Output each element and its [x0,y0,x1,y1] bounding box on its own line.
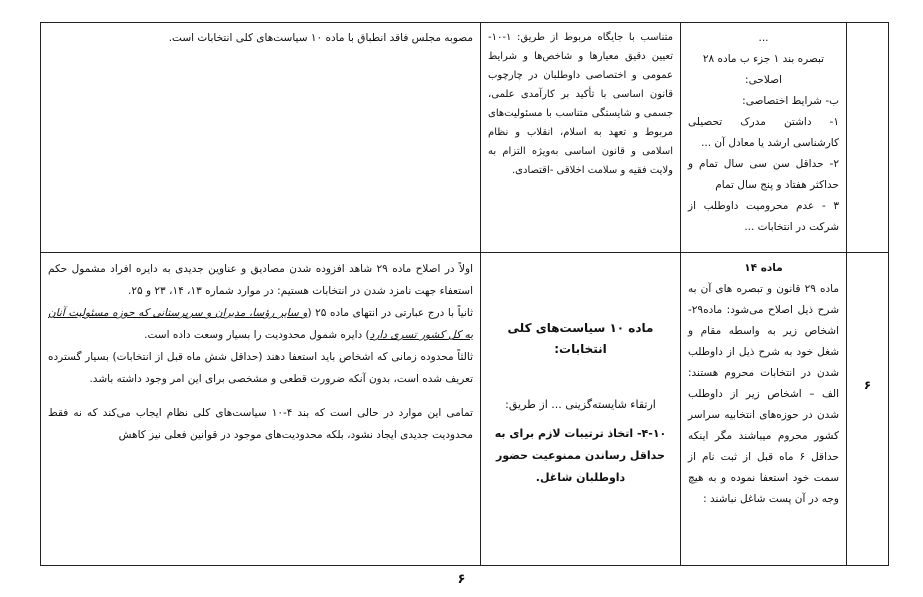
law-text-block [681,253,846,515]
law-line: ۱- داشتن مدرک تحصیلی کارشناسی ارشد یا معادل آن ... [688,116,839,149]
note-text: ) دایره شمول محدودیت را بسیار وسعت داده است. [144,329,370,341]
note-paragraph: تمامی این موارد در حالی است که بند ۴-۱۰ سیاست‌های کلی نظام ایجاب می‌کند که نه فقط محدودیت جدیدی ایجاد نشود، بلکه محدودیت‌های موجود در قوانین فعلی نیز کاهش [48,407,473,441]
law-text-cell [681,23,847,253]
row-number-cell [847,23,889,253]
law-line: ... [758,32,769,44]
policy-text: متناسب با جایگاه مربوط از طریق: ۱-۱۰- تعیین دقیق معیارها و شاخص‌ها و شرایط عمومی و اختصاصی داوطلبان در چارچوب قانون اساسی با تأکید بر کارآمدی علمی، جسمی و شایستگی متناسب با مسئولیت‌های مربوط و تعهد به اسلام، انقلاب و نظام اسلامی و قانون اساسی به‌ویژه التزام به ولایت فقیه و سلامت اخلاقی -اقتصادی. [488,32,673,176]
note-cell [41,253,481,566]
law-line: تبصره بند ۱ جزء ب ماده ۲۸ [702,53,825,65]
note-text: مصوبه مجلس فاقد انطباق با ماده ۱۰ سیاست‌های کلی انتخابات است. [168,32,473,44]
table-row [41,23,889,253]
note-block [41,253,480,451]
quoted-phrase: و سایر رؤسا، مدیران و سرپرستانی که حوزه مسئولیت آنان به کل کشور تسری دارد [48,307,473,341]
policy-text-cell [481,253,681,566]
law-text [681,23,846,243]
law-text-cell [681,253,847,566]
law-line: ۲- حداقل سن سی سال تمام و حداکثر هفتاد و پنج سال تمام [688,158,839,191]
policy-body: ۴-۱۰- اتخاذ ترتیبات لازم برای به حداقل رساندن ممنوعیت حضور داوطلبان شاغل. [494,427,667,484]
row-number: ۶ [863,378,872,392]
law-line: ب- شرایط اختصاصی: [742,95,839,107]
note-cell [41,23,481,253]
law-line: اصلاحی: [745,74,782,86]
comparison-table [40,22,889,566]
note-paragraph: اولاً در اصلاح ماده ۲۹ شاهد افزوده شدن مصادیق و عناوین جدیدی به دایره افراد مشمول حکم استعفاء جهت نامزد شدن در انتخابات هستیم: در موارد شماره ۱۳، ۱۴، ۲۳ و ۲۵. [48,263,473,297]
note-text: ثانیاً با درج عبارتی در انتهای ماده ۲۵ ( [307,307,473,319]
article-title: ماده ۱۴ [744,262,783,274]
law-body: ماده ۲۹ قانون و تبصره های آن به شرح ذیل اصلاح می‌شود: ماده۲۹- اشخاص زیر به واسطه مقام و شغل خود به شرح ذیل از داوطلب شدن در انتخابات محروم هستند: الف – اشخاص زیر از داوطلب شدن در حوزه‌های انتخابیه سراسر کشور محروم میباشند مگر اینکه حداقل ۶ ماه قبل از ثبت نام از سمت خود استعفا نموده و به هیچ وجه در آن پست شاغل نباشند : [688,283,839,505]
table-row [41,253,889,566]
note-paragraph-2 [48,302,473,346]
page-number: ۶ [457,572,466,587]
note-paragraph: ثالثاً محدوده زمانی که اشخاص باید استعفا دهند (حداقل شش ماه قبل از انتخابات) بسیار گسترده تعریف شده است، بدون آنکه ضرورت قطعی و مشخصی برای این امر وجود داشته باشد. [48,351,473,385]
policy-text-cell [481,23,681,253]
row-number-cell [847,253,889,566]
policy-block [481,253,680,494]
policy-title: ماده ۱۰ سیاست‌های کلی انتخابات: [507,321,654,356]
law-line: ۳ - عدم محرومیت داوطلب از شرکت در انتخابات ... [688,200,839,233]
policy-subtitle: ارتقاء شایسته‌گزینی ... از طریق: [505,398,656,411]
